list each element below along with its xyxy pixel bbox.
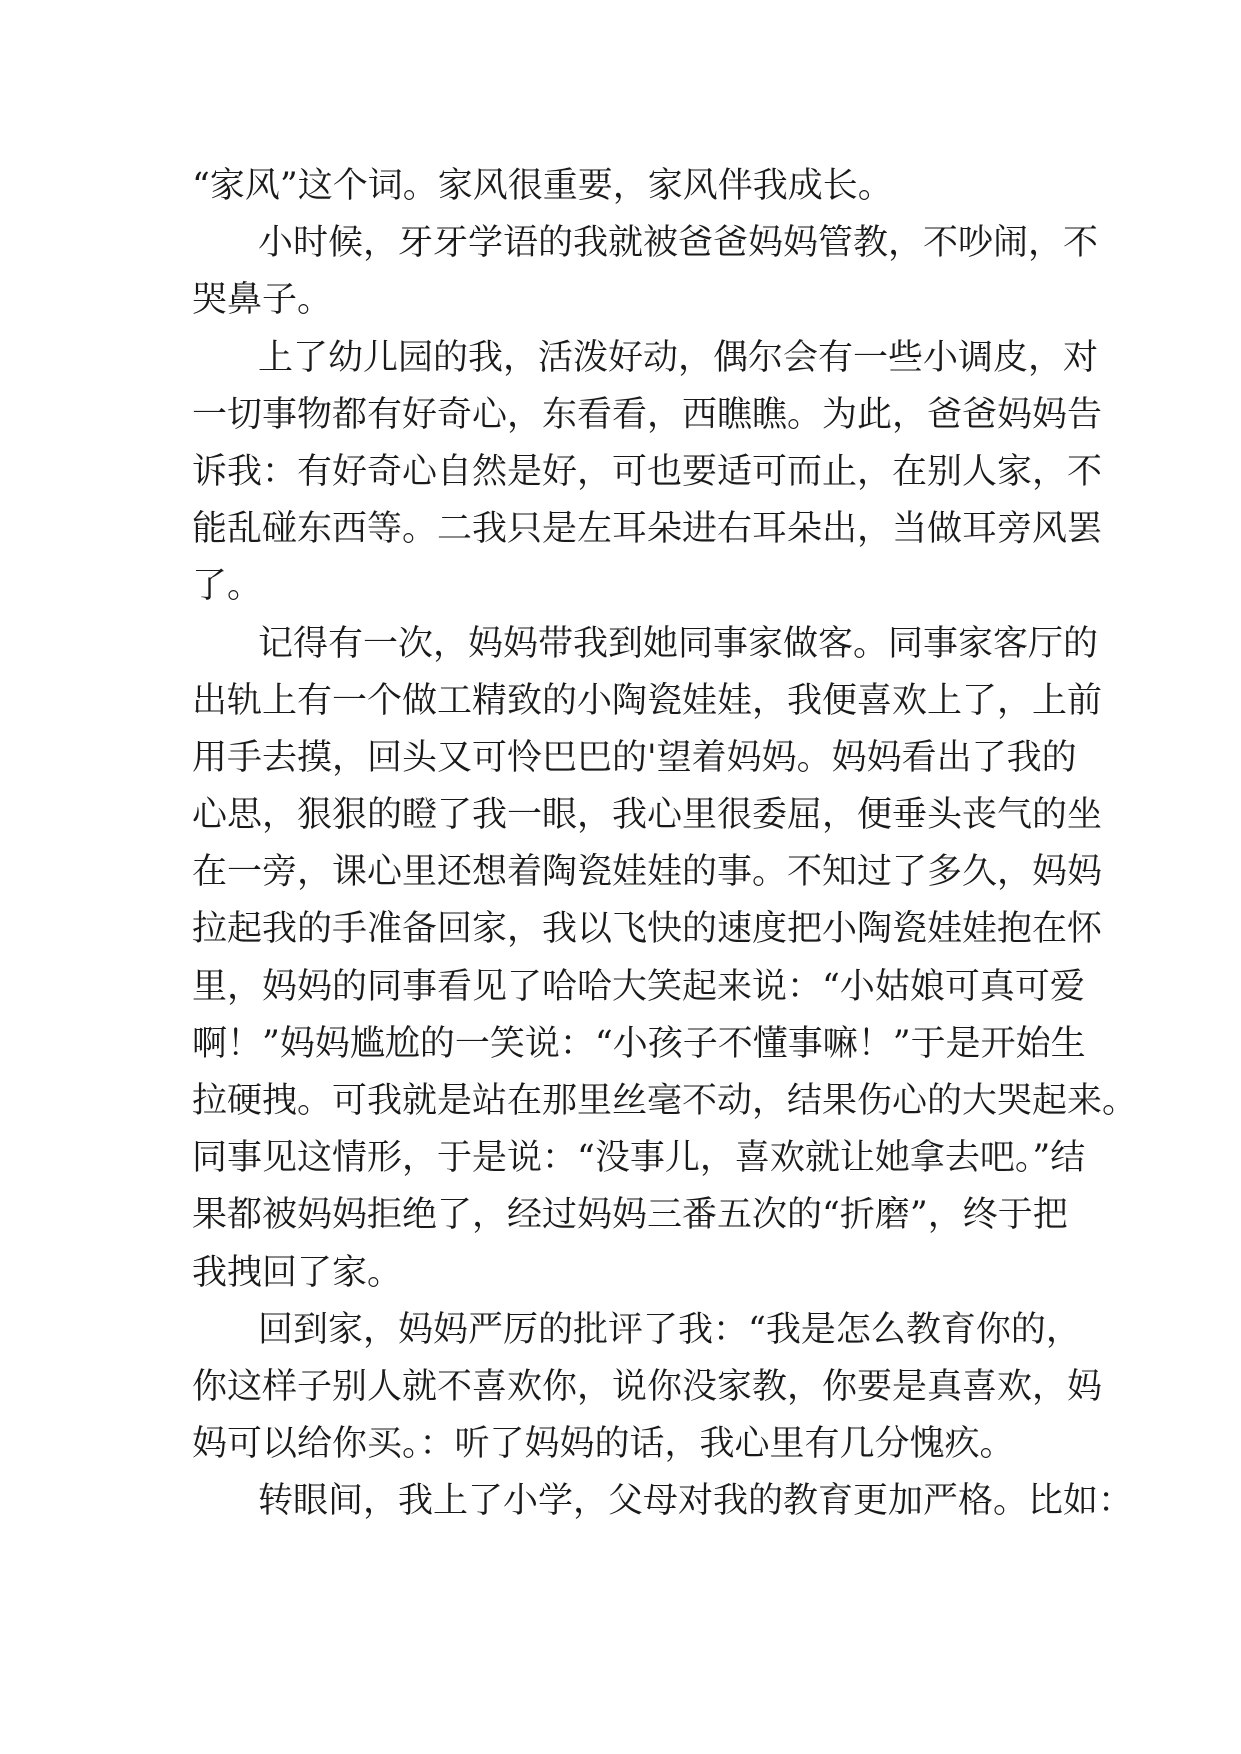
text-line: 我拽回了家。 [192, 1252, 403, 1293]
text-line: 记得有一次，妈妈带我到她同事家做客。同事家客厅的 [258, 623, 1099, 664]
text-line: 小时候，牙牙学语的我就被爸爸妈妈管教，不吵闹，不 [258, 223, 1099, 264]
text-line: 上了幼儿园的我，活泼好动，偶尔会有一些小调皮，对 [258, 337, 1099, 378]
document-body [192, 158, 1138, 1531]
text-line: 啊！”妈妈尴尬的一笑说：“小孩子不懂事嘛！”于是开始生 [192, 1023, 1086, 1064]
text-line: 诉我：有好奇心自然是好，可也要适可而止，在别人家，不 [192, 451, 1103, 492]
text-line: 在一旁，课心里还想着陶瓷娃娃的事。不知过了多久，妈妈 [192, 852, 1103, 893]
text-line: 能乱碰东西等。二我只是左耳朵进右耳朵出，当做耳旁风罢 [192, 509, 1103, 550]
text-line: 拉起我的手准备回家，我以飞快的速度把小陶瓷娃娃抱在怀 [192, 909, 1103, 950]
text-line: 你这样子别人就不喜欢你，说你没家教，你要是真喜欢，妈 [192, 1366, 1103, 1407]
text-line: 里，妈妈的同事看见了哈哈大笑起来说：“小姑娘可真可爱 [192, 966, 1085, 1007]
text-line: 一切事物都有好奇心，东看看，西瞧瞧。为此，爸爸妈妈告 [192, 394, 1103, 435]
text-line: “家风”这个词。家风很重要，家风伴我成长。 [192, 166, 893, 206]
text-line: 同事见这情形，于是说：“没事儿，喜欢就让她拿去吧。”结 [192, 1138, 1086, 1179]
text-line: 用手去摸，回头又可怜巴巴的'望着妈妈。妈妈看出了我的 [192, 737, 1077, 778]
text-line: 果都被妈妈拒绝了，经过妈妈三番五次的“折磨”，终于把 [192, 1195, 1068, 1236]
text-line: 拉硬拽。可我就是站在那里丝毫不动，结果伤心的大哭起来。 [192, 1081, 1138, 1121]
text-line: 哭鼻子。 [192, 280, 333, 321]
text-line: 妈可以给你买。：听了妈妈的话，我心里有几分愧疚。 [192, 1424, 1015, 1465]
text-line: 出轨上有一个做工精致的小陶瓷娃娃，我便喜欢上了，上前 [192, 680, 1103, 721]
text-line: 回到家，妈妈严厉的批评了我：“我是怎么教育你的， [258, 1309, 1081, 1350]
text-line: 了。 [192, 566, 263, 607]
text-line: 心思，狠狠的瞪了我一眼，我心里很委屈，便垂头丧气的坐 [192, 795, 1103, 836]
text-line: 转眼间，我上了小学，父母对我的教育更加严格。比如： [258, 1481, 1134, 1522]
